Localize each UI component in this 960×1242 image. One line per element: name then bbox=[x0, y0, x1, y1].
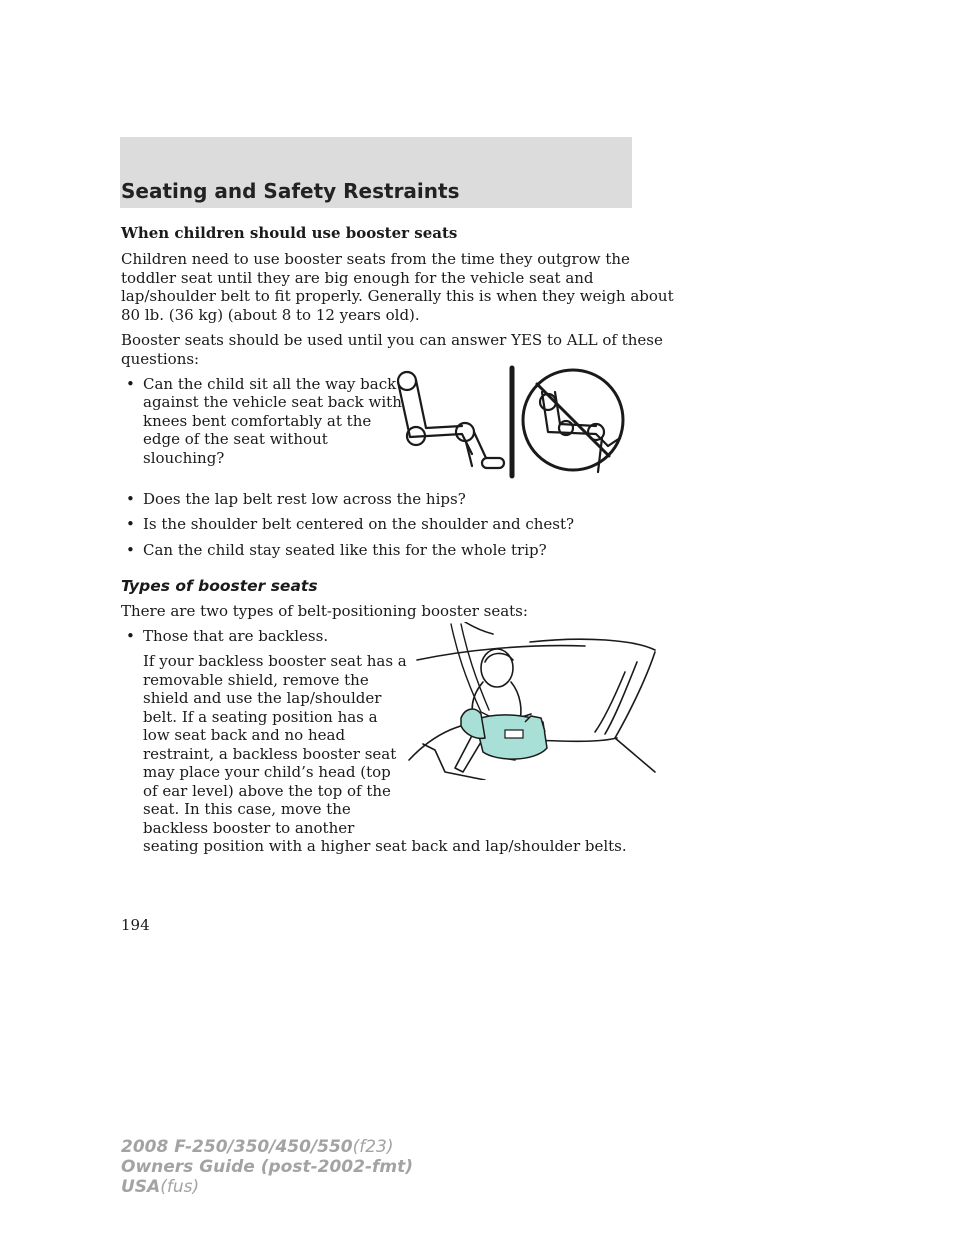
text-line: knees bent comfortably at the bbox=[143, 412, 372, 430]
footer-code: (f23) bbox=[352, 1137, 394, 1157]
text-line: belt. If a seating position has a bbox=[143, 708, 378, 726]
text-line: edge of the seat without bbox=[143, 430, 328, 448]
text-line: against the vehicle seat back with bbox=[143, 393, 402, 411]
text-line: removable shield, remove the bbox=[143, 671, 369, 689]
text-line: backless booster to another bbox=[143, 819, 355, 837]
text-line: may place your child’s head (top bbox=[143, 763, 391, 781]
backless-booster-illustration bbox=[405, 622, 660, 780]
bullet-marker: • bbox=[126, 541, 135, 559]
text-line: seating position with a higher seat back and lap/shoulder belts. bbox=[143, 837, 627, 855]
text-line: of ear level) above the top of the bbox=[143, 782, 391, 800]
text-line: Can the child stay seated like this for the whole trip? bbox=[143, 541, 547, 559]
text-line: 80 lb. (36 kg) (about 8 to 12 years old). bbox=[121, 306, 420, 324]
text-line: questions: bbox=[121, 350, 200, 368]
text-line: seat. In this case, move the bbox=[143, 800, 351, 818]
footer-line bbox=[121, 1137, 394, 1157]
text-line: There are two types of belt-positioning booster seats: bbox=[121, 602, 528, 620]
bullet-marker: • bbox=[126, 627, 135, 645]
text-line: Does the lap belt rest low across the hips? bbox=[143, 490, 466, 508]
footer-model: 2008 F-250/350/450/550 bbox=[121, 1137, 353, 1157]
bullet-marker: • bbox=[126, 490, 135, 508]
heading-when-booster: When children should use booster seats bbox=[121, 224, 458, 242]
text-line: Booster seats should be used until you can answer YES to ALL of these bbox=[121, 331, 663, 349]
page-section-title: Seating and Safety Restraints bbox=[121, 179, 460, 203]
footer-guide: Owners Guide (post-2002-fmt) bbox=[121, 1157, 414, 1177]
text-line: Those that are backless. bbox=[143, 627, 329, 645]
footer-line bbox=[121, 1177, 199, 1197]
page-number: 194 bbox=[121, 916, 150, 934]
text-line: restraint, a backless booster seat bbox=[143, 745, 397, 763]
bullet-marker: • bbox=[126, 375, 135, 393]
footer-line bbox=[121, 1157, 413, 1177]
footer-code: (fus) bbox=[160, 1177, 200, 1197]
text-line: Is the shoulder belt centered on the shoulder and chest? bbox=[143, 515, 575, 533]
heading-types-booster: Types of booster seats bbox=[121, 577, 318, 595]
text-line: slouching? bbox=[143, 449, 225, 467]
text-line: Children need to use booster seats from the time they outgrow the bbox=[121, 250, 630, 268]
text-line: lap/shoulder belt to fit properly. Generally this is when they weigh about bbox=[121, 287, 674, 305]
text-line: low seat back and no head bbox=[143, 726, 346, 744]
bullet-marker: • bbox=[126, 515, 135, 533]
seat-posture-illustration bbox=[390, 362, 635, 480]
text-line: toddler seat until they are big enough for the vehicle seat and bbox=[121, 269, 594, 287]
text-line: shield and use the lap/shoulder bbox=[143, 689, 382, 707]
text-line: If your backless booster seat has a bbox=[143, 652, 407, 670]
footer-region: USA bbox=[121, 1177, 161, 1197]
text-line: Can the child sit all the way back bbox=[143, 375, 397, 393]
